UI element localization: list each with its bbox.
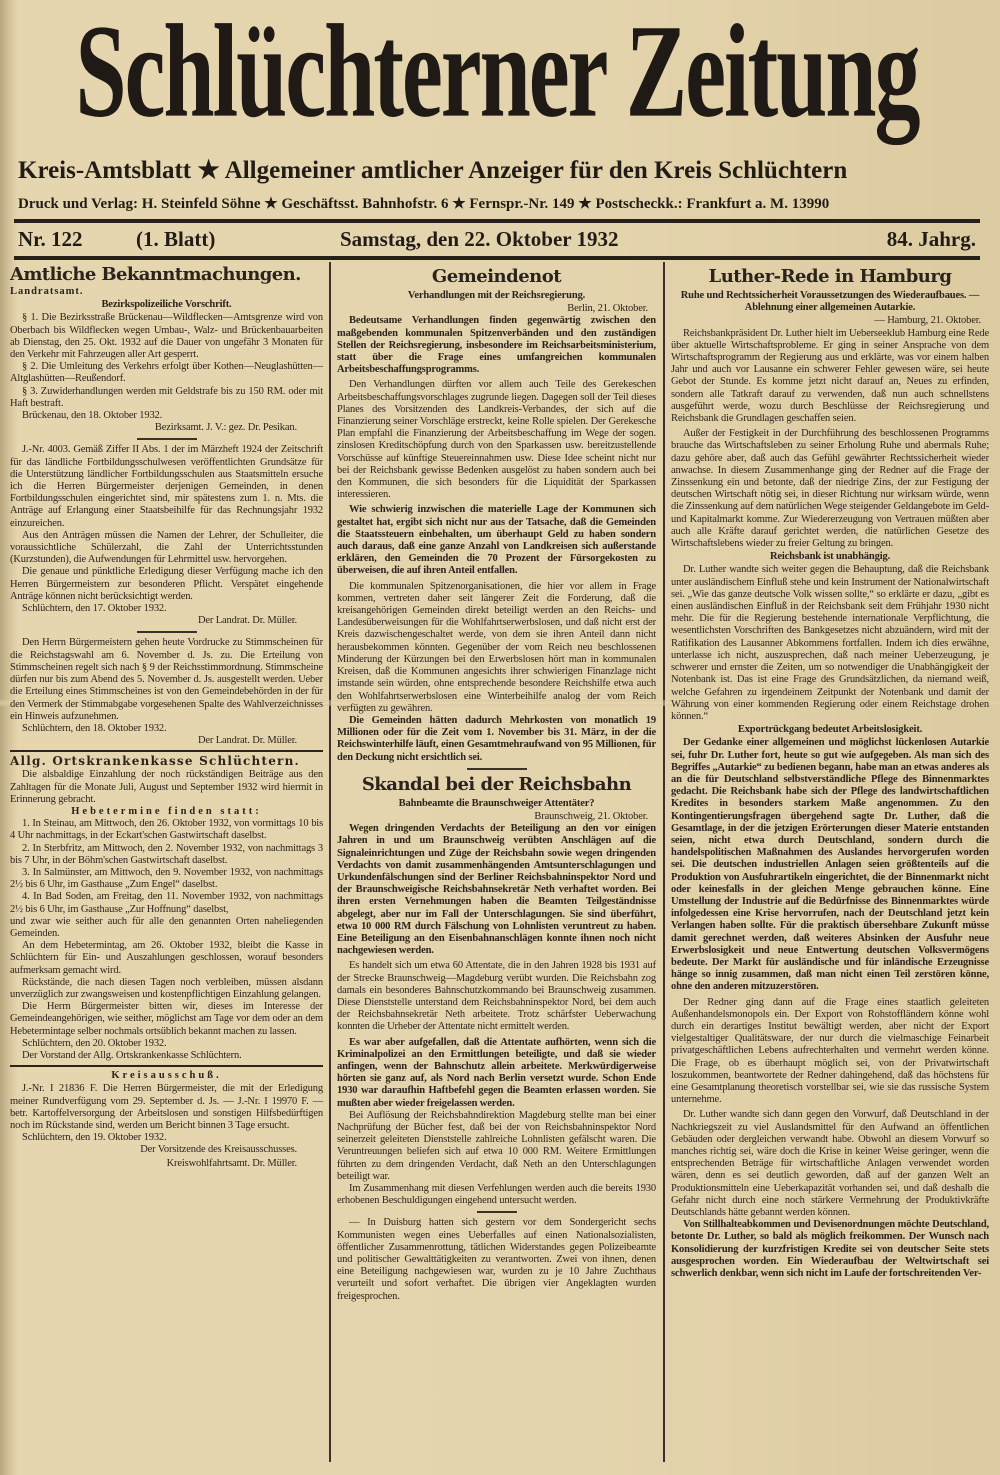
notice-district-committee (10, 1070, 323, 1170)
paragraph: Der Gedanke einer allgemeinen und möglichst lückenlosen Autarkie sei, fuhr Dr. Luther fort, heute so gut wie aufgegeben. Als man sich des Begriffes „Autarkie“ zu bedienen begann, habe man an etwas anderes als an die für Deutschland selbstverständliche Pflege des Binnenmarktes gedacht. Die Reichsbank habe sich der Pflege des landwirtschaftlichen Kredites in besonders starkem Maße angenommen. Zu den Kontingentierungsfragen übergehend sagte Dr. Luther, daß die Gesamtlage, in der die jetzigen Erörterungen dieser Materie entstanden seien, nicht etwa durch Deutschland, sondern durch die handelspolitischen Maßnahmen des Auslandes hervorgerufen worden sei. Die deutschen industriellen Anlagen seien größtenteils auf die Produktion von Ausfuhrartikeln eingerichtet, die der Binnenmarkt nicht oder keinesfalls in der gleichen Menge gebrauchen könne. Eine Umstellung der Industrie auf die Bedürfnisse des Binnenmarktes würde infolgedessen eine Krise hervorrufen, nach der Deutschland jetzt kein Verlangen haben sollte. Für die praktisch übersehbare Zukunft müsse damit gerechnet werden, daß weiteres Absinken der Ausfuhr neue Erwerbslosigkeit und neue Entwertung deutschen Volksvermögens bedeute. Der Markt für ausländische und für inländische Erzeugnisse hänge so innig zusammen, daß man nicht einen Teil zerstören könne, ohne den anderen mitzuzerstören. (671, 737, 989, 993)
paragraph: und zwar wie seither auch für alle den genannten Orten naheliegenden Gemeinden. (10, 915, 323, 939)
notice-health-insurance (10, 750, 323, 1067)
notice-road-closure (10, 312, 323, 434)
paragraph: Den Herrn Bürgermeistern gehen heute Vordrucke zu Stimmscheinen für die Reichstagswahl am 6. November d. Js. zu. Die Erteilung von Stimmscheinen regelt sich nach § 9 der Reichsstimmordnung. Stimmscheine dürfen nur bis zum Abend des 5. November d. Js. ausgestellt werden. Ueber die Erteilung eines Stimmscheines ist von den Gemeindebehörden in der für den Vermerk der Stimmabgabe vorgesehenen Spalte des Wahlverzeichnisses ein Hinweis aufzunehmen. (10, 637, 323, 722)
paragraph: § 3. Zuwiderhandlungen werden mit Geldstrafe bis zu 150 RM. oder mit Haft bestraft. (10, 385, 323, 409)
sheet-number: (1. Blatt) (136, 227, 216, 251)
article-luther-rede (671, 266, 989, 1280)
publisher-imprint: Druck und Verlag: H. Steinfeld Söhne ★ Geschäftsst. Bahnhofstr. 6 ★ Fernspr.-Nr. 149 ★ Postscheckk.: Frankfurt a. M. 13990 (18, 196, 830, 212)
masthead-rule-top (14, 219, 980, 223)
paragraph: Die Gemeinden hätten dadurch Mehrkosten von monatlich 19 Millionen oder für die Zeit vom 1. November bis 31. März, in der die Reichswinterhilfe läuft, einen Gesamtmehraufwand von 95 Millionen, für den Deckung nicht ersichtlich sei. (337, 714, 656, 763)
list-item: 1. In Steinau, am Mittwoch, den 26. Oktober 1932, von vormittags 10 bis 4 Uhr nachmittags, in der Eckart'schen Gastwirtschaft daselbst. (10, 818, 323, 842)
column-right (671, 264, 989, 1280)
paragraph: Rückstände, die nach diesen Tagen noch verbleiben, müssen alsdann unverzüglich zur zwangsweisen und kostenpflichtigen Einzahlung gelangen. (10, 976, 323, 1000)
signature: Der Landrat. Dr. Müller. (197, 735, 297, 747)
notice-title: Kreisausschuß. (111, 1070, 222, 1082)
article-dateline: Braunschweig, 21. Oktober. (534, 810, 648, 822)
section-subheading: Reichsbank ist unabhängig. (769, 551, 891, 563)
separator (467, 768, 527, 770)
signature: Der Landrat. Dr. Müller. (197, 615, 297, 627)
signature: Kreiswohlfahrtsamt. Dr. Müller. (166, 1157, 297, 1169)
paragraph: Es handelt sich um etwa 60 Attentate, die in den Jahren 1928 bis 1931 auf der Strecke Braunschweig—Magdeburg verübt wurden. Die Reichsbahn zog damals ein besonderes Bahnschutzkommando bei Braunschweig zusammen. Diese Dienststelle unterstand dem Reichsbahninspektor Nord, bei dem auch der Reichsbahnsekretär Neth arbeitete. Trotz schärfster Ueberwachung konnten die Urheber der Attentate nicht ermittelt werden. (337, 960, 656, 1033)
article-dateline: Berlin, 21. Oktober. (567, 303, 648, 315)
section-subheading: Exportrückgang bedeutet Arbeitslosigkeit. (737, 724, 923, 736)
list-item: 3. In Salmünster, am Mittwoch, den 9. November 1932, von nachmittags 2½ bis 6 Uhr, im Gasthause „Zum Engel“ daselbst. (10, 866, 323, 891)
paragraph: Bei Auflösung der Reichsbahndirektion Magdeburg stellte man bei einer Nachprüfung der Bücher fest, daß bei der von Reichsbahninspektor Nord seinerzeit geleiteten Dienststelle zahlreiche Lohnlisten gefälscht waren. Die Veruntreuungen beliefen sich auf etwa 10 000 RM. Weitere Ermittlungen führten zu dem dringenden Verdacht, daß Neth an den Unterschlagungen beteiligt war. (337, 1109, 656, 1182)
article-subheadline: Verhandlungen mit der Reichsregierung. (407, 290, 586, 301)
place-date: Schlüchtern, den 17. Oktober 1932. (22, 603, 167, 615)
paragraph: § 1. Die Bezirksstraße Brückenau—Wildflecken—Amtsgrenze wird von Oberbach bis Wildflecken wegen Umbau-, Walz- und Brückenbauarbeiten ab Dienstag, den 25. Okt. 1932 auf die Dauer von ungefähr 3 Monaten für den Verkehr mit Fahrzeugen aller Art gesperrt. (10, 312, 323, 361)
article-gemeindenot (337, 266, 656, 764)
column-official-notices (10, 264, 323, 1171)
paragraph: Die alsbaldige Einzahlung der noch rückständigen Beiträge aus den Zahltagen für die Monate Juli, August und September 1932 wird hiermit in Erinnerung gebracht. (10, 769, 323, 805)
paragraph: Es war aber aufgefallen, daß die Attentate aufhörten, wenn sich die Kriminalpolizei an den Ermittlungen beteiligte, und daß sie wieder anfingen, wenn der Bahnschutz allein arbeitete. Merkwürdigerweise hörten sie ganz auf, als Nord nach Berlin versetzt wurde. Schon Ende 1930 war daraufhin Haftbefehl gegen die Beamten erlassen worden. Sie mußten aber wieder freigelassen werden. (337, 1036, 656, 1109)
news-item-duisburg: — In Duisburg hatten sich gestern vor dem Sondergericht sechs Kommunisten wegen eines Ueberfalles auf einen Nationalsozialisten, öffentlicher Zusammenrottung, tätlichen Widerstandes gegen Polizeibeamte und politischer Gewalttätigkeiten zu verantworten. Zwei von ihnen, denen eine Beteiligung nachgewiesen war, wurden zu je 10 Jahre Zuchthaus verurteilt und sofort verhaftet. Die übrigen vier Angeklagten wurden freigesprochen. (337, 1217, 656, 1302)
section-heading: Amtliche Bekanntmachungen. (10, 264, 301, 285)
newspaper-subtitle: Kreis-Amtsblatt ★ Allgemeiner amtlicher Anzeiger für den Kreis Schlüchtern (18, 157, 848, 184)
signature: Der Vorstand der Allg. Ortskrankenkasse Schlüchtern. (22, 1049, 242, 1061)
list-item: 4. In Bad Soden, am Freitag, den 11. November 1932, von nachmittags 2½ bis 6 Uhr, im Gasthause „Zur Hoffnung“ daselbst, (10, 891, 323, 915)
column-divider (329, 262, 331, 1462)
paragraph: J.-Nr. I 21836 F. Die Herren Bürgermeister, die mit der Erledigung meiner Rundverfügung vom 29. September d. Js. — J.-Nr. I 19970 F. — betr. Kartoffelversorgung der Arbeitslosen und sonstigen Hilfsbedürftigen noch im Rückstande sind, werden um Bericht binnen 3 Tage ersucht. (10, 1083, 323, 1131)
article-headline: Luther-Rede in Hamburg (708, 266, 952, 287)
notice-title: Allg. Ortskrankenkasse Schlüchtern. (10, 754, 300, 769)
office-label: Landratsamt. (10, 286, 84, 297)
signature: Bezirksamt. J. V.: gez. Dr. Pesikan. (154, 422, 297, 434)
list-item: 2. In Sterbfritz, am Mittwoch, den 2. November 1932, von nachmittags 3 bis 7 Uhr, in der Böhm'schen Gastwirtschaft daselbst. (10, 842, 323, 866)
article-dateline: — Hamburg, 21. Oktober. (874, 315, 981, 327)
newspaper-title: Schlüchterner Zeitung (75, 0, 919, 145)
article-headline: Skandal bei der Reichsbahn (361, 773, 632, 795)
article-subheadline: Ruhe und Rechtssicherheit Voraussetzungen des Wiederaufbaues. — Ablehnung einer allgemeinen Autarkie. (680, 290, 980, 314)
article-lead: Wegen dringenden Verdachts der Beteiligung an den vor einigen Jahren in und um Braunschweig verübten Anschlägen auf die Signaleinrichtungen und Züge der Reichsbahn sowie wegen dringenden Verdachts von damit zusammenhängenden Amtsunterschlagungen und Urkundenfälschungen sind der Berliner Reichsbahninspektor Nord und der Braunschweigische Reichsbahnsekretär Neth verhaftet worden. Bei ihren ersten Vernehmungen haben die Beamten Teilgeständnisse abgelegt, aber nur im Fall der Unterschlagungen. Sie sind überführt, etwa 10 000 RM durch Fälschung von Lohnlisten veruntreut zu haben. Eine Beteiligung an den Eisenbahnanschlägen konnte ihnen noch nicht nachgewiesen werden. (337, 823, 656, 957)
paragraph: Reichsbankpräsident Dr. Luther hielt im Ueberseeklub Hamburg eine Rede über aktuelle Wirtschaftsprobleme. Er ging in seiner Ansprache von dem Wirtschaftsprogramm der Regierung aus und erklärte, was vor einem halben Jahr und auch vor Lausanne ein schwerer Fehler gewesen wäre, sei heute Gebot der Stunde. Es komme jetzt nicht darauf an, Neues zu erfinden, sondern alle Tatkraft darauf zu verwenden, daß nun auch schnellstens ausgeführt werde, wozu durch Beschlüsse der Reichsregierung und Reichsbank die Grundlagen geschaffen seien. (671, 327, 989, 425)
paragraph: Von Stillhalteabkommen und Devisenordnungen möchte Deutschland, betonte Dr. Luther, so bald als möglich freikommen. Der Wunsch nach Konsolidierung der kurzfristigen Kredite sei von deutscher Seite stets ausgesprochen worden. Ein Wiederaufbau der Weltwirtschaft sei schwerlich denkbar, wenn sich nicht im Laufe der fortschreitenden Ver- (671, 1219, 989, 1280)
notice-school-subsidy (10, 444, 323, 627)
paragraph: Die kommunalen Spitzenorganisationen, die hier vor allem in Frage kommen, vertreten daher seit längerer Zeit die Forderung, daß die kreisangehörigen Gemeinden direkt beteiligt werden an den Reichs- und Landesüberweisungen für die Wohlfahrtserwerbslosen, und daß nicht erst der Kreis dazwischengeschaltet werde, von dem sie ihren Anteil dann nicht herausbekommen könnten. Gegenüber der vom Reich neu beschlossenen Minderung der Kürzungen bei den Erwerbslosen hört man in kommunalen Kreisen, daß die Kommunen angesichts ihrer schwierigen Finanzlage nicht imstande sein würden, ohne entsprechende besondere Reichshilfe etwa auch den Wohlfahrtserwerbslosen eine Winterbeihilfe analog der vom Reich verfügten zu gewähren. (337, 580, 656, 714)
paragraph: Den Verhandlungen dürften vor allem auch Teile des Gerekeschen Arbeitsbeschaffungsvorschlages zugrunde liegen. Dagegen soll der Teil dieses Planes des Vorsitzenden des Landkreis-Verbandes, der sich auf die Finanzierung seiner Vorschläge erstreckt, keine Rolle spielen. Der Gerekesche Plan empfahl die Finanzierung der Arbeitsbeschaffung im Wege der sogen. zinslosen Kreditschöpfung durch von den Sparkassen usw. bereitzustellende Vorschüsse auf künftige Steuereinnahmen usw. Diese Idee scheint nicht nur bei der Reichsbank gewisse Bedenken ausgelöst zu haben sondern auch bei den Kommunen, die sich besonders für die Liquidität der Sparkassen interessieren. (337, 379, 656, 501)
paragraph: Der Redner ging dann auf die Frage eines staatlich geleiteten Außenhandelsmonopols ein. Der Export von Rohstoffländern könne wohl durch ein derartiges Institut bewältigt werden, aber nicht der Export vielgestaltiger Qualitätsware, der nur durch die vielmaschige Feinarbeit privatgeschäftlichen Lebens aufrechterhalten und vermehrt werden könne. Die Frage, ob es überhaupt möglich sei, von der Privatwirtschaft loszukommen, beantwortete der Redner dahingehend, daß das höchstens für eine Gesamtplanung theoretisch vorstellbar sei, wie sie das russische System unternehme. (671, 996, 989, 1106)
paragraph: Die genaue und pünktliche Erledigung dieser Verfügung mache ich den Herren Bürgermeistern zur besonderen Pflicht. Verspätet eingehende Anträge können nicht berücksichtigt werden. (10, 566, 323, 602)
issue-date: Samstag, den 22. Oktober 1932 (340, 227, 619, 251)
paragraph: Dr. Luther wandte sich weiter gegen die Behauptung, daß die Reichsbank unter ausländischem Einfluß stehe und kein Instrument der Nationalwirtschaft sei. „Wie das ganze deutsche Volk wissen sollte,“ so erklärte er dazu, „gibt es einen ausländischen Einfluß in der Reichsbank seit dem Frühjahr 1930 nicht mehr. Die für die Regierung bestehende internationale Verpflichtung, die wesentlichsten Vorschriften des Bankgesetzes nicht abzuändern, wird mit der Ratifikation des Lausanner Abkommens fortfallen. Indem ich dies erwähne, unterlasse ich nicht, auszusprechen, daß nach meiner Ueberzeugung, je schwerer und ernster die Zeiten, um so notwendiger die Unabhängigkeit der Notenbank ist. Das ist eine Frage des Grundsätzlichen, da niemand weiß, welche Gefahren zu irgendeinem Zeitpunkt der Notenbank und damit der Währung von einer kommenden Regierung oder einem Reichstage drohen können.“ (671, 564, 989, 722)
column-middle (337, 264, 656, 1303)
paragraph: Aus den Anträgen müssen die Namen der Lehrer, der Schulleiter, die voraussichtliche Schülerzahl, die Zahl der Unterrichtsstunden (Kurzstunden), die Aufwendungen für Lehrmittel usw. hervorgehen. (10, 529, 323, 566)
paragraph: Außer der Festigkeit in der Durchführung des beschlossenen Programms brauche das Wirtschaftsleben zu seiner Erholung Ruhe und abermals Ruhe; dazu gehöre aber, daß auch das Gefühl gewährter Rechtssicherheit wieder anwachse. In diesem Zusammenhange ging der Redner auf die Frage der Zinssenkung ein und betonte, daß der niedrige Zins, der zur Festigung der deutschen Wirtschaft nötig sei, in dieser Richtung nur wirksam würde, wenn die Zinssenkung auf dem natürlichen Wege steigender Geldangebote im Geld- und Kapitalmarkt komme. Zur Wiedererzeugung von Vertrauen müßten aber auch alle Kräfte darauf gerichtet werden, die natürlichen Gesetze des Wirtschaftslebens wieder zu freier Geltung zu bringen. (671, 428, 989, 550)
paragraph: § 2. Die Umleitung des Verkehrs erfolgt über Kothen—Neuglashütten—Altglashütten—Reußendorf. (10, 361, 323, 385)
paragraph: Die Herrn Bürgermeister bitten wir, dieses im Interesse der Gemeindeangehörigen, wie seither, möglichst am Tage vor dem oder an dem Hebetermintage selber nochmals ortsüblich bekannt machen zu lassen. (10, 1001, 323, 1037)
paragraph: J.-Nr. 4003. Gemäß Ziffer II Abs. 1 der im Märzheft 1924 der Zeitschrift für das ländliche Fortbildungsschulwesen veröffentlichten Grundsätze für die Unterstützung ländlicher Fortbildungsschulen aus Staatsmitteln ersuche ich die Herren Bürgermeister derjenigen Gemeinden, in denen Fortbildungsschulen eingerichtet sind, mir spätestens zum 1. n. Mts. die Anträge auf Erlangung einer Staatsbeihilfe für das Rechnungsjahr 1932 einzureichen. (10, 444, 323, 529)
paragraph: An dem Hebetermintag, am 26. Oktober 1932, bleibt die Kasse in Schlüchtern für Ein- und Auszahlungen geschlossen, worauf besonders aufmerksam gemacht wird. (10, 940, 323, 976)
article-lead: Bedeutsame Verhandlungen finden gegenwärtig zwischen den maßgebenden kommunalen Spitzenverbänden und den zuständigen Stellen der Reichsregierung, insbesondere im Reichsarbeitsministerium, statt über die Frage eines umfangreichen kommunalen Arbeitsbeschaffungsprogramms. (337, 315, 656, 376)
signature: Der Vorsitzende des Kreisausschusses. (140, 1144, 297, 1156)
place-date: Brückenau, den 18. Oktober 1932. (22, 410, 163, 422)
separator (477, 1211, 517, 1213)
volume-year: 84. Jahrg. (886, 227, 976, 251)
place-date: Schlüchtern, den 18. Oktober 1932. (22, 722, 167, 734)
separator (137, 438, 197, 440)
notice-subheading: Hebetermine finden statt: (71, 805, 262, 817)
paragraph: Wie schwierig inzwischen die materielle Lage der Kommunen sich gestaltet hat, ergibt sich nicht nur aus der Tatsache, daß die Gemeinden die Staatssteuern einbehalten, um überhaupt Geld zu haben sondern auch daraus, daß eine ganze Anzahl von Landkreisen sich außerstande erklären, den Gemeinden die 70 Prozent der Fürsorgekosten zu überweisen, die auf ihren Anteil entfallen. (337, 504, 656, 577)
notice-title: Bezirkspolizeiliche Vorschrift. (101, 299, 232, 311)
place-date: Schlüchtern, den 20. Oktober 1932. (22, 1037, 167, 1049)
paragraph: Dr. Luther wandte sich dann gegen den Vorwurf, daß Deutschland in der Nachkriegszeit zu viel Auslandsmittel für den Aufwand an öffentlichen Gebäuden oder dergleichen verwandt habe. Obwohl an diesem Vorwurf so manches richtig sei, wäre doch die Krise in keiner Weise geringer, wenn die entsprechenden Beträge für wirtschaftliche Anlagen verwendet worden wären, denn es sei deutlich geworden, daß auf der ganzen Welt an Produktionsmitteln eine Ueberkapazität vorhanden sei, und daß deshalb die Gefahr nicht durch eine noch stärkere Vermehrung der Produktivkräfte Deutschlands hätte gebannt werden können. (671, 1109, 989, 1219)
article-skandal-reichsbahn (337, 774, 656, 1208)
notice-voting-certificates (10, 637, 323, 747)
issue-info-bar (18, 226, 976, 254)
column-divider (663, 262, 665, 1462)
article-subheadline: Bahnbeamte die Braunschweiger Attentäter? (398, 797, 595, 809)
issue-number: Nr. 122 (18, 227, 83, 251)
article-headline: Gemeindenot (431, 266, 562, 287)
masthead-rule-bottom (14, 256, 980, 260)
place-date: Schlüchtern, den 19. Oktober 1932. (22, 1132, 167, 1144)
paragraph: Im Zusammenhang mit diesen Verfehlungen werden auch die bereits 1930 erhobenen Beschuldigungen eingehend untersucht werden. (337, 1183, 656, 1207)
separator (137, 631, 197, 633)
